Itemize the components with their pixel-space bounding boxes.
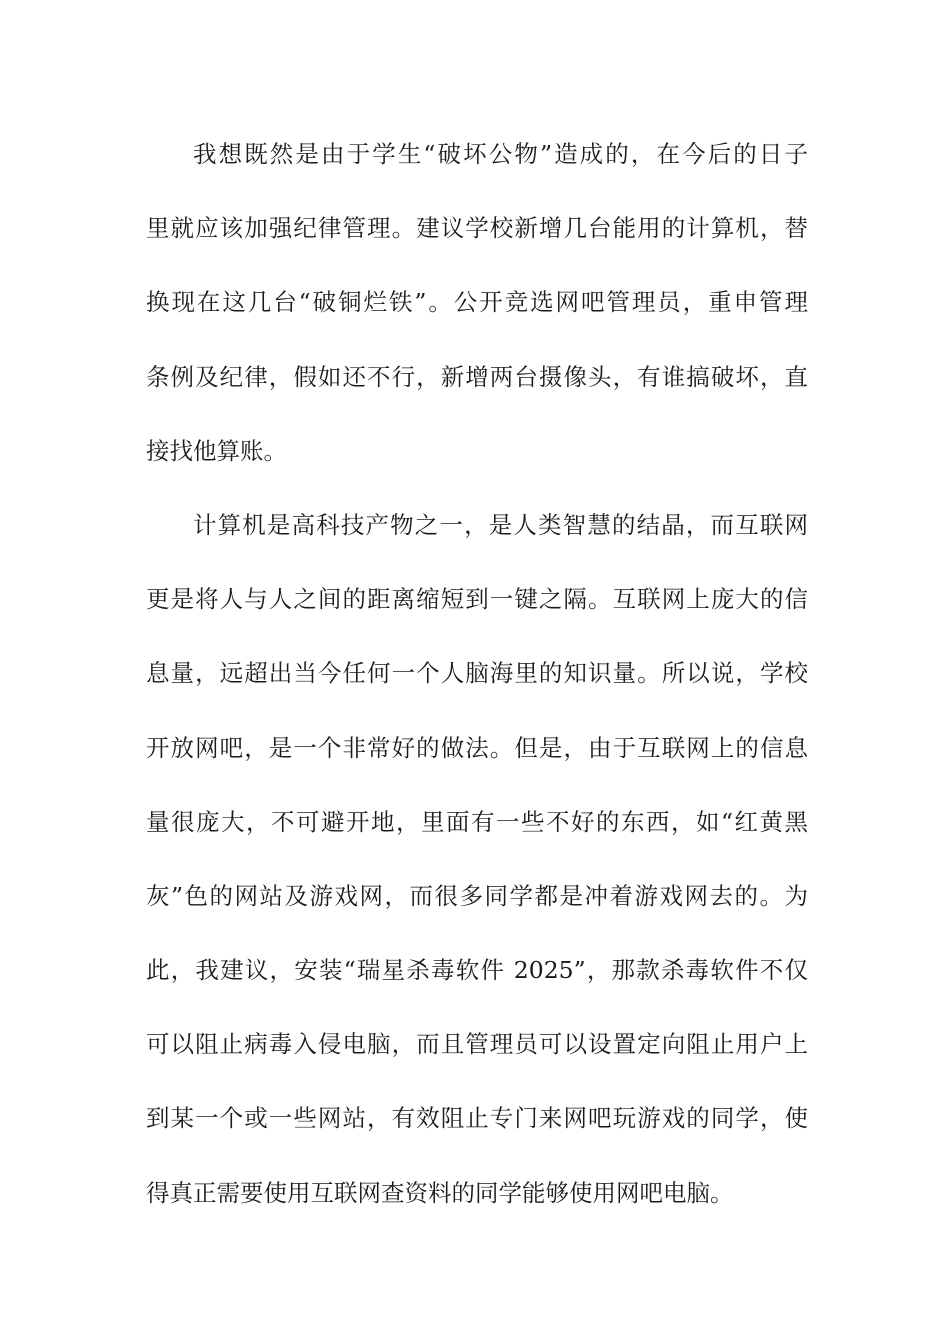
paragraph-line: 得真正需要使用互联网查资料的同学能够使用网吧电脑。 [146,1178,734,1207]
paragraph-line: 可以阻止病毒入侵电脑，而且管理员可以设置定向阻止用户上 [146,1030,808,1059]
paragraph-line: 里就应该加强纪律管理。建议学校新增几台能用的计算机，替 [146,214,808,243]
paragraph-line: 更是将人与人之间的距离缩短到一键之隔。互联网上庞大的信 [146,585,808,614]
paragraph-1 [146,117,808,488]
paragraph-line: 灰”色的网站及游戏网，而很多同学都是冲着游戏网去的。为 [146,881,808,910]
paragraph-line: 此，我建议，安装“瑞星杀毒软件 2025”，那款杀毒软件不仅 [146,956,808,985]
paragraph-line: 到某一个或一些网站，有效阻止专门来网吧玩游戏的同学，使 [146,1104,808,1133]
paragraph-line: 接找他算账。 [146,436,287,465]
paragraph-line: 量很庞大，不可避开地，里面有一些不好的东西，如“红黄黑 [146,807,808,836]
paragraph-line: 息量，远超出当今任何一个人脑海里的知识量。所以说，学校 [146,659,808,688]
paragraph-line: 条例及纪律，假如还不行，新增两台摄像头，有谁搞破坏，直 [146,362,808,391]
paragraph-line: 换现在这几台“破铜烂铁”。公开竞选网吧管理员，重申管理 [146,288,808,317]
paragraph-2 [146,488,808,1230]
paragraph-line: 开放网吧，是一个非常好的做法。但是，由于互联网上的信息 [146,733,808,762]
paragraph-line: 计算机是高科技产物之一，是人类智慧的结晶，而互联网 [193,510,808,539]
paragraph-line: 我想既然是由于学生“破坏公物”造成的，在今后的日子 [193,140,808,168]
document-body [146,117,808,1230]
